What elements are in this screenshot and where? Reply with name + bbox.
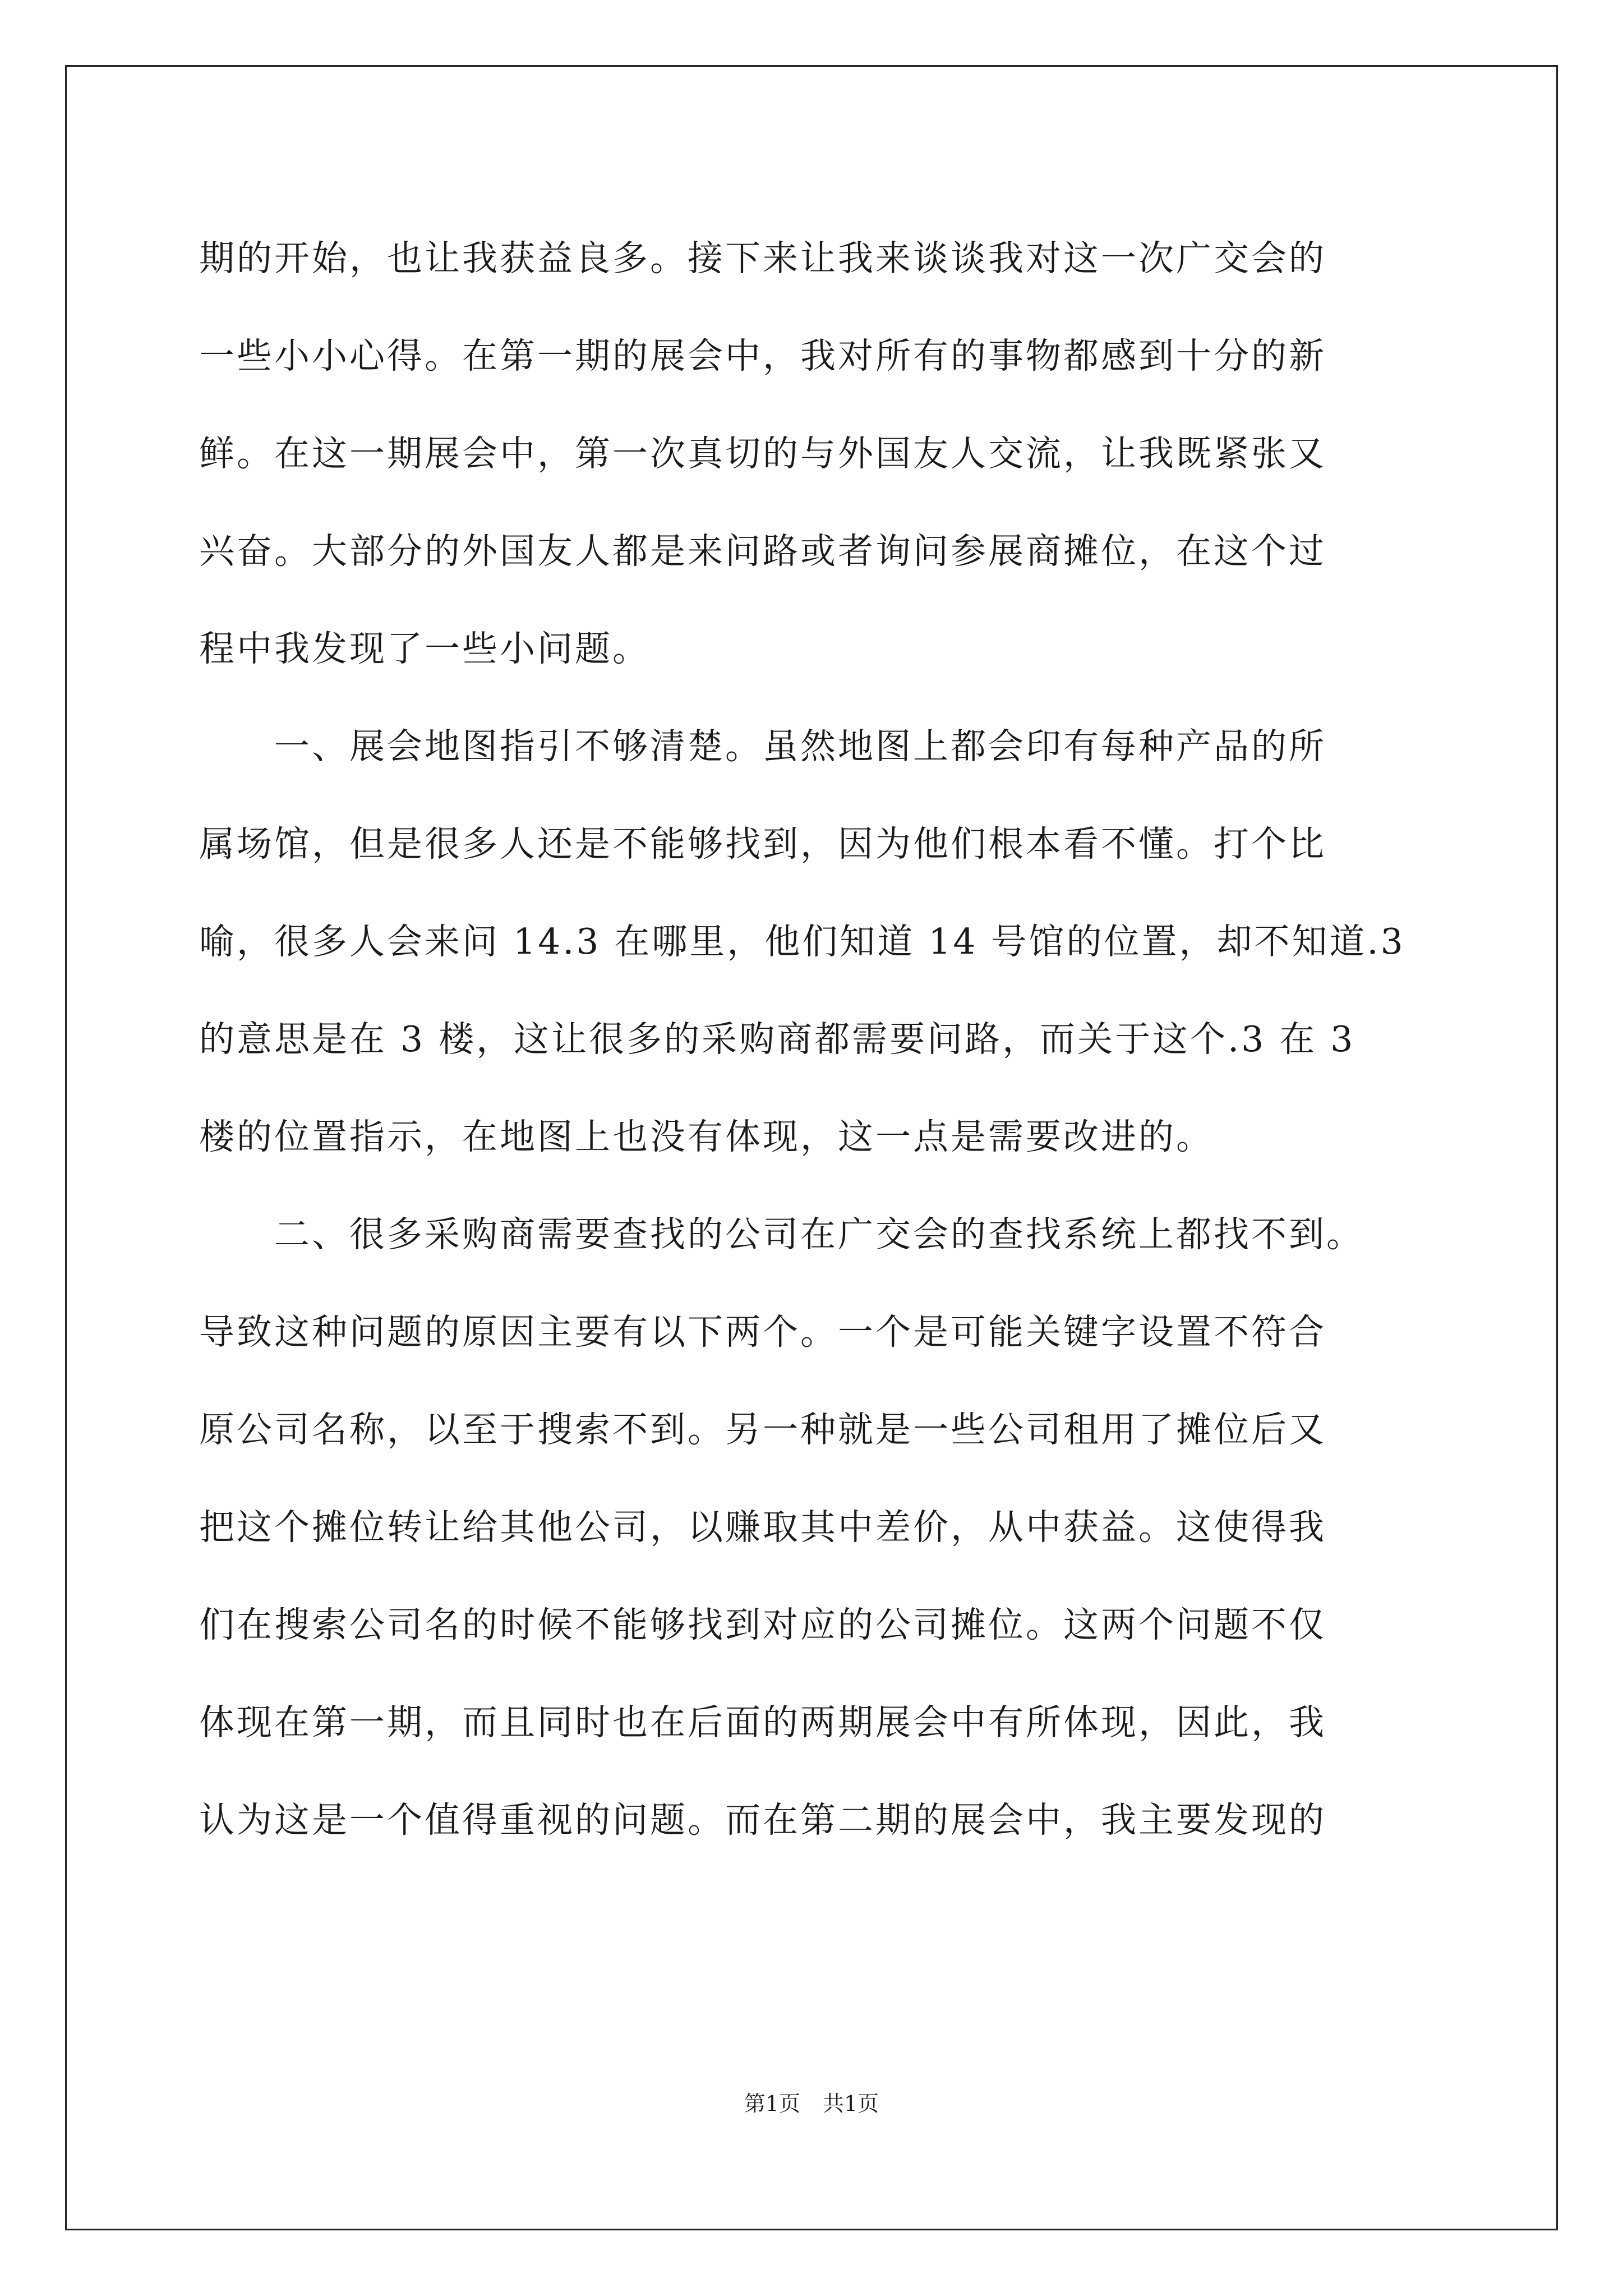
page-number-current: 第1页 (744, 2091, 800, 2116)
text-line: 把这个摊位转让给其他公司，以赚取其中差价，从中获益。这使得我 (199, 1507, 1326, 1548)
document-body (199, 210, 1433, 1869)
text-line: 导致这种问题的原因主要有以下两个。一个是可能关键字设置不符合 (199, 1312, 1326, 1352)
text-line: 鲜。在这一期展会中，第一次真切的与外国友人交流，让我既紧张又 (199, 433, 1326, 474)
text-line: 的意思是在 3 楼，这让很多的采购商都需要问路，而关于这个.3 在 3 (199, 1019, 1355, 1060)
text-line: 认为这是一个值得重视的问题。而在第二期的展会中，我主要发现的 (199, 1800, 1326, 1841)
text-line: 一、展会地图指引不够清楚。虽然地图上都会印有每种产品的所 (199, 726, 1326, 767)
text-line: 兴奋。大部分的外国友人都是来问路或者询问参展商摊位，在这个过 (199, 531, 1326, 572)
text-line: 们在搜索公司名的时候不能够找到对应的公司摊位。这两个问题不仅 (199, 1604, 1326, 1645)
page-number-total: 共1页 (823, 2091, 879, 2116)
text-line: 体现在第一期，而且同时也在后面的两期展会中有所体现，因此，我 (199, 1702, 1326, 1743)
text-line: 原公司名称，以至于搜索不到。另一种就是一些公司租用了摊位后又 (199, 1409, 1326, 1450)
page-footer (0, 2090, 1623, 2118)
text-line: 二、很多采购商需要查找的公司在广交会的查找系统上都找不到。 (199, 1214, 1364, 1255)
text-line: 喻，很多人会来问 14.3 在哪里，他们知道 14 号馆的位置，却不知道.3 (199, 921, 1405, 962)
text-line: 期的开始，也让我获益良多。接下来让我来谈谈我对这一次广交会的 (199, 238, 1326, 279)
text-line: 属场馆，但是很多人还是不能够找到，因为他们根本看不懂。打个比 (199, 823, 1326, 864)
text-line: 一些小小心得。在第一期的展会中，我对所有的事物都感到十分的新 (199, 335, 1326, 376)
text-line: 程中我发现了一些小问题。 (199, 628, 650, 669)
text-line: 楼的位置指示，在地图上也没有体现，这一点是需要改进的。 (199, 1116, 1214, 1157)
